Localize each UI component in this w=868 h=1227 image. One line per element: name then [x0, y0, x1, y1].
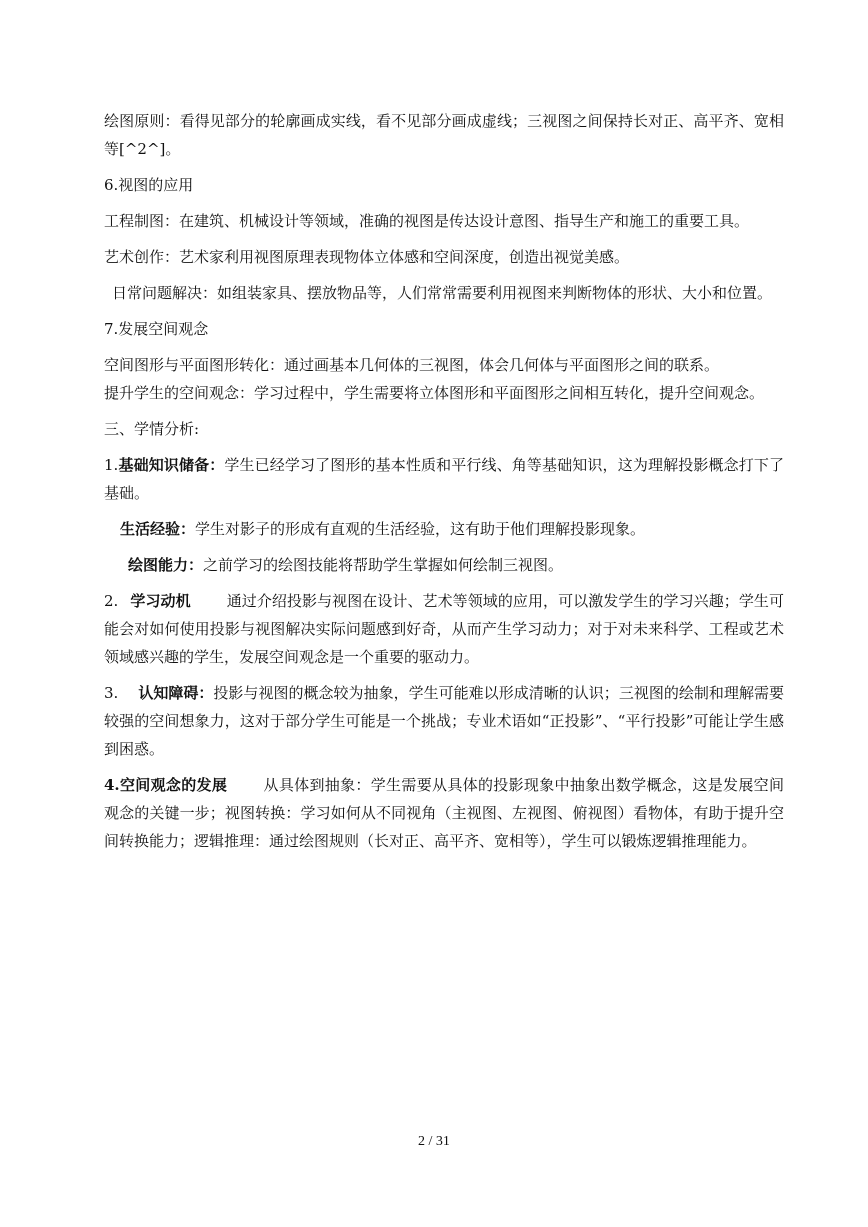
- paragraph-engineering-drawing: 工程制图：在建筑、机械设计等领域，准确的视图是传达设计意图、指导生产和施工的重要工具。: [104, 212, 750, 230]
- item-number: 2.: [104, 592, 119, 610]
- paragraph-art-creation: 艺术创作：艺术家利用视图原理表现物体立体感和空间深度，创造出视觉美感。: [104, 248, 630, 266]
- heading-student-analysis: 三、学情分析:: [104, 420, 200, 438]
- paragraph-drawing-principle: 绘图原则：看得见部分的轮廓画成实线，看不见部分画成虚线；三视图之间保持长对正、高平齐、宽相等[^2^]。: [104, 112, 784, 158]
- item-label: 生活经验：: [120, 520, 196, 538]
- analysis-item-2: [104, 587, 784, 671]
- analysis-item-3: [104, 679, 784, 763]
- item-text: 学生对影子的形成有直观的生活经验，这有助于他们理解投影现象。: [195, 520, 646, 538]
- paragraph-daily-problem: 日常问题解决：如组装家具、摆放物品等，人们常常需要利用视图来判断物体的形状、大小和位置。: [112, 284, 773, 302]
- document-body: [104, 107, 784, 863]
- analysis-item-1c: [104, 551, 784, 579]
- paragraph-improve-spatial: 提升学生的空间观念：学习过程中，学生需要将立体图形和平面图形之间相互转化，提升空间观念。: [104, 384, 765, 402]
- paragraph-shape-conversion: 空间图形与平面图形转化：通过画基本几何体的三视图，体会几何体与平面图形之间的联系。: [104, 356, 720, 374]
- analysis-item-4: [104, 771, 784, 855]
- item-text: 学生已经学习了图形的基本性质和平行线、角等基础知识，这为理解投影概念打下了基础。: [104, 456, 784, 502]
- item-label: 学习动机: [130, 592, 191, 610]
- item-label: 认知障碍：: [138, 684, 214, 702]
- item-number: 3.: [104, 684, 119, 702]
- page-number: 2 / 31: [418, 1134, 450, 1149]
- item-label: 4.空间观念的发展: [104, 776, 228, 794]
- item-text: 从具体到抽象：学生需要从具体的投影现象中抽象出数学概念，这是发展空间观念的关键一步；视图转换：学习如何从不同视角（主视图、左视图、俯视图）看物体，有助于提升空间转换能力；逻辑推理：通过绘图规则（长对正、高平齐、宽相等），学生可以锻炼逻辑推理能力。: [104, 776, 784, 850]
- heading-view-application: 6.视图的应用: [104, 176, 194, 194]
- heading-spatial-concept: 7.发展空间观念: [104, 320, 209, 338]
- item-text: 投影与视图的概念较为抽象，学生可能难以形成清晰的认识；三视图的绘制和理解需要较强的空间想象力，这对于部分学生可能是一个挑战；专业术语如“正投影”、“平行投影”可能让学生感到困惑。: [104, 684, 784, 758]
- analysis-item-1b: [104, 515, 784, 543]
- item-label: 基础知识储备：: [118, 456, 225, 474]
- analysis-item-1: [104, 451, 784, 507]
- item-text: 通过介绍投影与视图在设计、艺术等领域的应用，可以激发学生的学习兴趣；学生可能会对如何使用投影与视图解决实际问题感到好奇，从而产生学习动力；对于对未来科学、工程或艺术领域感兴趣的学生，发展空间观念是一个重要的驱动力。: [104, 592, 784, 666]
- item-text: 之前学习的绘图技能将帮助学生掌握如何绘制三视图。: [203, 556, 564, 574]
- item-number: 1.: [104, 456, 119, 474]
- item-label: 绘图能力：: [128, 556, 204, 574]
